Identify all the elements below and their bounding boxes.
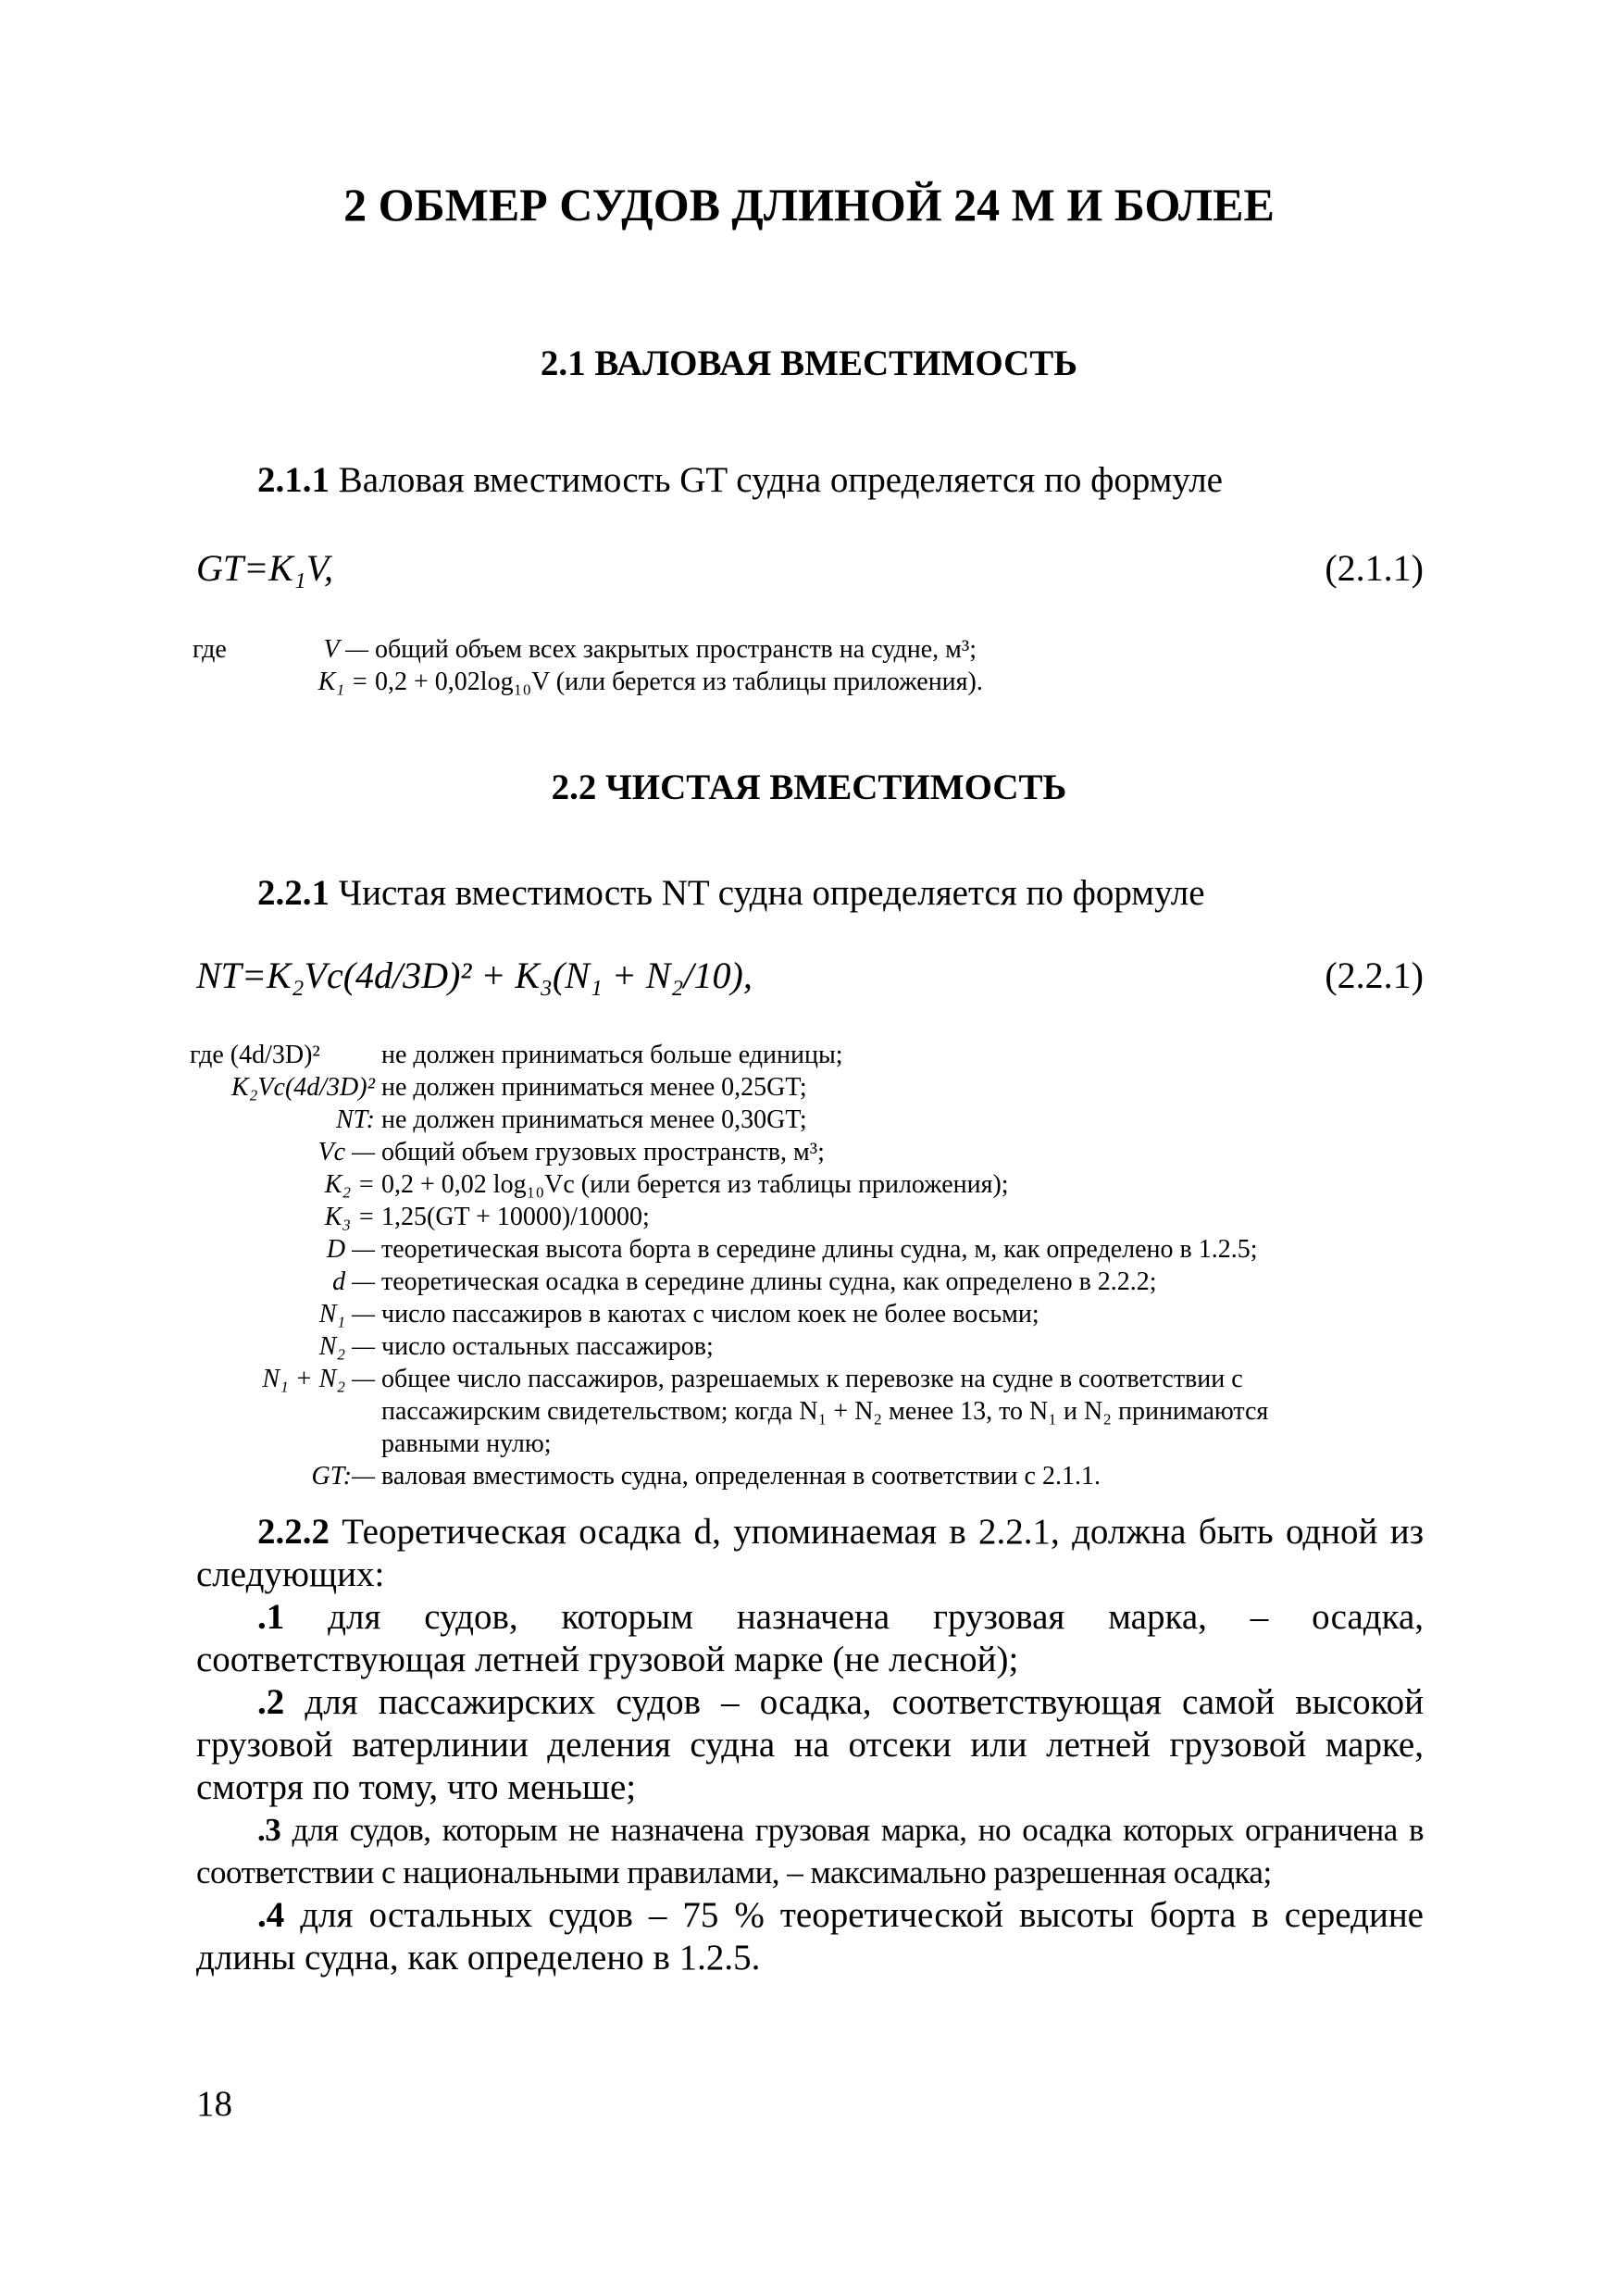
paragraph-number: 2.2.2 <box>257 1512 330 1552</box>
item-text: для остальных судов – 75 % теоретической высоты борта в середине длины судна, как определено в 1.2.5. <box>196 1895 1424 1978</box>
definition-text: общий объем всех закрытых пространств на судне, м³; <box>375 635 977 664</box>
definition-row <box>190 1136 825 1168</box>
definition-text: общее число пассажиров, разрешаемых к перевозке на судне в соответствии с <box>381 1365 1243 1393</box>
definition-label: d — <box>332 1267 375 1296</box>
definition-row <box>248 666 983 698</box>
definition-text: общий объем грузовых пространств, м³; <box>381 1138 825 1167</box>
formula-2-2-1: NT=K₂Vc(4d/3D)² + K₃(N₁ + N₂/10), <box>196 955 753 996</box>
definition-label: K₂Vc(4d/3D)² <box>231 1073 375 1102</box>
definition-label: K₁ = <box>317 668 368 696</box>
formula-number-2-1-1: (2.1.1) <box>1325 547 1424 589</box>
definition-label: D — <box>326 1235 375 1264</box>
item-number: .1 <box>257 1597 285 1637</box>
definition-label: K₂ = <box>324 1170 375 1199</box>
definition-text: теоретическая высота борта в середине длины судна, м, как определено в 1.2.5; <box>381 1235 1258 1264</box>
formula-2-1-1: GT=K₁V, <box>196 547 333 589</box>
item-text: для судов, которым назначена грузовая марка, – осадка, соответствующая летней грузовой марке (не лесной); <box>196 1597 1425 1679</box>
definition-row <box>190 1395 1268 1428</box>
list-item <box>196 1894 1424 1979</box>
paragraph-text: Теоретическая осадка d, упоминаемая в 2.2.1, должна быть одной из следующих: <box>196 1512 1424 1594</box>
page-number: 18 <box>196 2084 232 2124</box>
definition-row <box>190 1039 843 1071</box>
definition-row <box>190 1266 1157 1298</box>
definition-row <box>190 1363 1243 1395</box>
definition-text: не должен приниматься менее 0,25GT; <box>381 1073 807 1102</box>
definition-row <box>190 1428 552 1460</box>
definition-label: N₁ — <box>318 1300 375 1329</box>
chapter-title: 2 ОБМЕР СУДОВ ДЛИНОЙ 24 М И БОЛЕЕ <box>343 179 1275 231</box>
definition-label: N₁ + N₂ — <box>262 1365 375 1393</box>
definition-text: 1,25(GT + 10000)/10000; <box>381 1203 650 1231</box>
list-item <box>196 1681 1424 1809</box>
definition-row <box>190 1168 1009 1201</box>
definition-row <box>190 1330 714 1363</box>
definition-row <box>190 1201 650 1233</box>
definition-label: V — <box>323 635 368 664</box>
paragraph-2-2-1 <box>257 872 1205 916</box>
definition-label: K₃ = <box>324 1203 375 1231</box>
section-heading-2-2: 2.2 ЧИСТАЯ ВМЕСТИМОСТЬ <box>551 767 1067 807</box>
item-text: для судов, которым не назначена грузовая марка, но осадка которых ограничена в соответствии с национальными правилами, – максимально разрешенная осадка; <box>196 1812 1424 1890</box>
definition-text: теоретическая осадка в середине длины судна, как определено в 2.2.2; <box>381 1267 1157 1296</box>
paragraph-number: 2.2.1 <box>257 873 330 913</box>
paragraph-2-2-2 <box>196 1511 1424 1596</box>
paragraph-number: 2.1.1 <box>257 460 330 500</box>
item-text: для пассажирских судов – осадка, соответствующая самой высокой грузовой ватерлинии деления судна на отсеки или летней грузовой марке, смотря по тому, что меньше; <box>196 1682 1425 1807</box>
paragraph-text: Чистая вместимость NT судна определяется по формуле <box>338 873 1205 913</box>
definition-text: число пассажиров в каютах с числом коек не более восьми; <box>381 1300 1039 1329</box>
definition-text: 0,2 + 0,02log₁₀V (или берется из таблицы приложения). <box>375 668 983 696</box>
item-number: .2 <box>257 1682 285 1722</box>
paragraph-text: Валовая вместимость GT судна определяется по формуле <box>338 460 1223 500</box>
definition-row <box>248 633 977 666</box>
definition-text: пассажирским свидетельством; когда N₁ + N₂ менее 13, то N₁ и N₂ принимаются <box>381 1397 1269 1426</box>
item-number: .3 <box>257 1812 281 1848</box>
definition-row <box>190 1298 1039 1330</box>
where-label: где <box>193 635 227 664</box>
definition-text: не должен приниматься больше единицы; <box>381 1041 843 1069</box>
definition-row <box>190 1071 807 1104</box>
definition-text: равными нулю; <box>381 1429 552 1458</box>
paragraphs-2-2-2 <box>196 1511 1424 1979</box>
item-number: .4 <box>257 1895 285 1935</box>
list-item <box>196 1596 1424 1681</box>
definition-label: где (4d/3D)² <box>190 1041 320 1069</box>
definition-text: валовая вместимость судна, определенная в соответствии с 2.1.1. <box>381 1462 1101 1491</box>
formula-number-2-2-1: (2.2.1) <box>1325 955 1424 996</box>
paragraph-2-1-1 <box>257 459 1223 503</box>
list-item <box>196 1809 1424 1894</box>
definition-label: N₂ — <box>318 1332 375 1361</box>
section-heading-2-1: 2.1 ВАЛОВАЯ ВМЕСТИМОСТЬ <box>540 343 1078 383</box>
definition-text: не должен приниматься менее 0,30GT; <box>381 1105 807 1134</box>
definition-label: GT:— <box>311 1462 375 1491</box>
definition-text: число остальных пассажиров; <box>381 1332 714 1361</box>
definition-label: NT: <box>335 1105 375 1134</box>
definition-text: 0,2 + 0,02 log₁₀Vc (или берется из таблицы приложения); <box>381 1170 1009 1199</box>
definition-row <box>190 1460 1101 1492</box>
definition-label: Vc — <box>317 1138 375 1167</box>
definition-row <box>190 1233 1258 1266</box>
definition-row <box>190 1104 807 1136</box>
